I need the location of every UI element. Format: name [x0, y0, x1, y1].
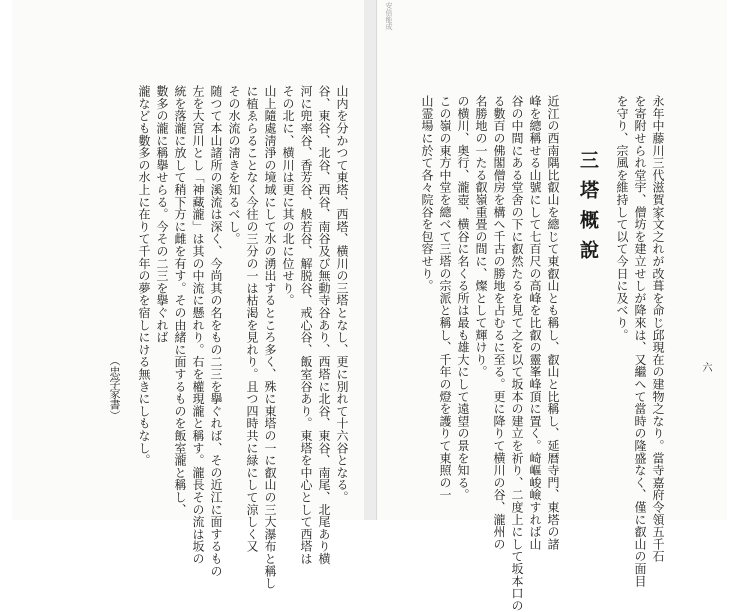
text-column: 山内を分かつて東塔、西塔、横川の三塔となし、更に別れて十六谷となる。 — [335, 85, 349, 504]
text-column: を守り、宗風を維持して以て今日に及べり。 — [615, 95, 629, 341]
text-column: 名勝地の一たる叡嶺重畳の間に、燦として輝けり。 — [474, 95, 488, 378]
text-column: その北に、横川は更に其の北に位せり。 — [281, 85, 295, 307]
text-column: の横川、奥行、瀧壺、横谷に名くる所は最も雄大にして遠望の景を知る。 — [456, 95, 470, 501]
text-column: を寄附せられ堂宇、僧坊を建立せしが降來は、又繼へて當時の隆盛なく、僅に叡山の面目 — [633, 95, 647, 587]
text-column: 河に兜率谷、香芳谷、般若谷、解脱谷、戒心谷、飯室谷あり。東塔を中心として西塔は — [299, 85, 313, 565]
text-column: 數多の瀧に稱擧せらる。今その二三を擧ぐれば — [155, 85, 169, 344]
text-column: 山上隨處淸淨の境域にして水の湧出するところ多く、殊に東塔の一に叡山の三大瀑布と稱し — [263, 85, 277, 590]
section-title: 三塔概說 — [577, 150, 599, 270]
text-column: 近江の西南隅比叡山を總じて東叡山とも稱し、叡山と比稱し、延暦寺門、東塔の諸 — [546, 95, 560, 551]
attribution: （忠学家書） — [108, 355, 121, 421]
text-column: 統を落瀧に放して稍下方に雌を有す。その由緒に面するものを飯室瀧と稱し、 — [173, 85, 187, 516]
book-gutter — [364, 0, 376, 520]
text-column: 左を大宮川とし「神藏瀧」は其の中流に懸れり。右を權現瀧と稱す。瀧長その流は坂の — [191, 85, 205, 565]
text-column: 谷、東谷、北谷、西谷、南谷及び無動寺谷あり、西塔に北谷、東谷、南尾、北尾あり横 — [317, 85, 331, 565]
text-column: この嶺の東方中堂を總べて三塔の宗派と稱し、千年の燈を護りて東照の一 — [438, 95, 452, 501]
page-number: 六 — [700, 362, 711, 372]
text-column: 谷の中間にある堂舍の下に叡然たるを見て之を以て坂本の建立を祈り、二度上にして坂本口の — [510, 95, 524, 612]
text-column: 永年中藤川三代滋賀家文之れが改葺を命じ邱現在の建物之なり。當寺嘉府令領五千石 — [651, 95, 665, 563]
running-head: 安倍能成 — [385, 2, 393, 30]
text-column: 山霊場に於て各々院谷を包容せり。 — [420, 95, 434, 292]
text-column: 随つて本山諸所の溪流は深く、今尚其の名をもの二三を擧ぐれば、その近江に面するもの — [209, 85, 223, 577]
text-column: 瀧なども數多の水上に在りて千年の夢を宿しにける無きにしもなし。 — [137, 85, 151, 467]
text-column: その水流の淸きを知るべし。 — [227, 85, 241, 245]
text-column: に植ゑらることなく今往の三分の一は枯渇を見れり。且つ四時共に緑にして涼しく又 — [245, 85, 259, 553]
text-column: 峰を總稱せる山號にして七百尺の高峰を比叡の靈峯峰頂に置く。崎嶇峻嶮すれば山 — [528, 95, 542, 551]
text-column: る數百の佛閣僧房を構へ千古の勝地を占むるに至る。更に降りて横川の谷、瀧州の — [492, 95, 506, 551]
